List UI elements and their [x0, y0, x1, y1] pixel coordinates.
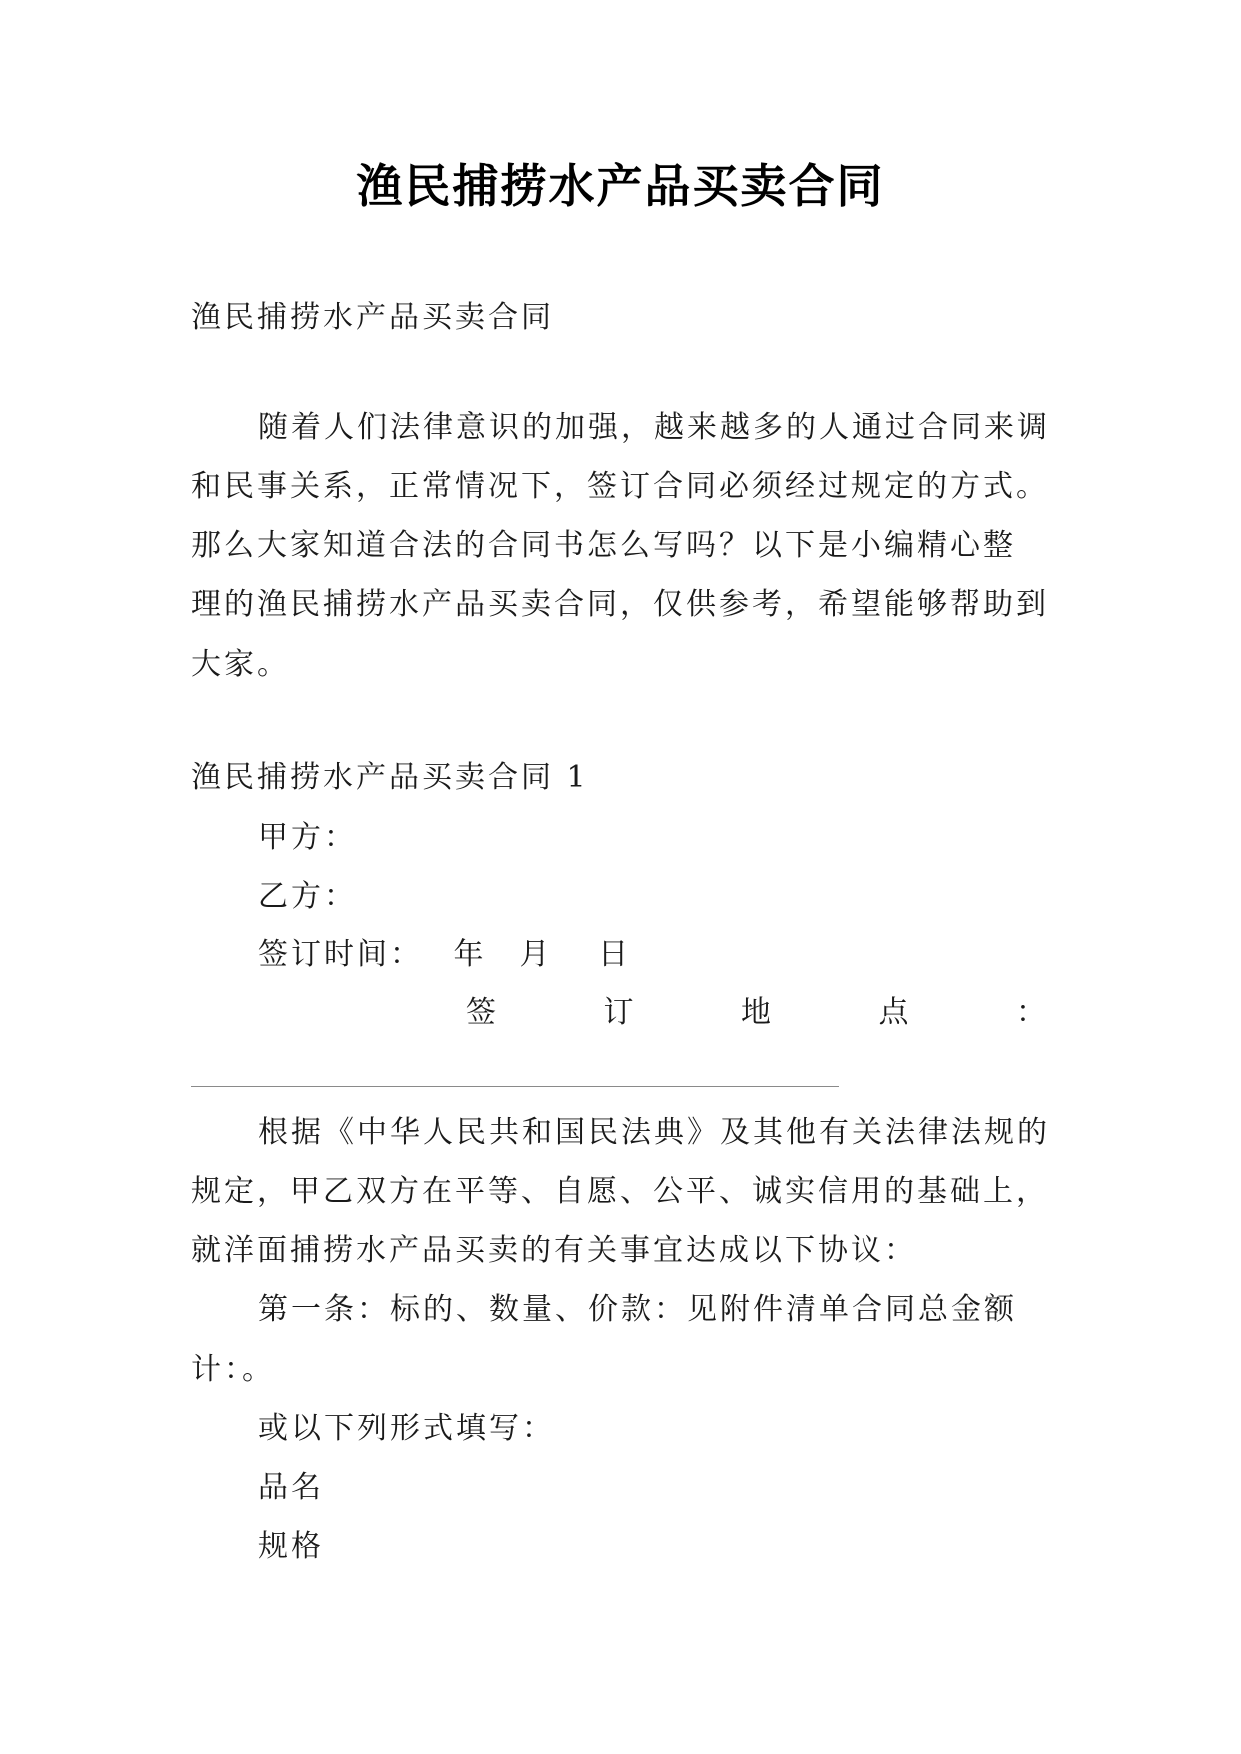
field-name-label: 品名 [258, 1470, 324, 1505]
basis-line: 规定，甲乙双方在平等、自愿、公平、诚实信用的基础上， [191, 1174, 1049, 1209]
sign-place-char: 点 [878, 995, 909, 1030]
intro-line: 大家。 [191, 647, 290, 682]
sign-place-char: 签 [466, 995, 496, 1030]
intro-line: 理的渔民捕捞水产品买卖合同，仅供参考，希望能够帮助到 [191, 587, 1049, 622]
form-intro: 或以下列形式填写： [258, 1411, 555, 1446]
basis-line: 就洋面捕捞水产品买卖的有关事宜达成以下协议： [191, 1233, 917, 1268]
sign-place-char: ： [1016, 995, 1046, 1030]
sign-place-char: 订 [603, 995, 634, 1030]
sign-time-label: 签订时间： 年 月 日 [258, 937, 632, 972]
sign-place-char: 地 [741, 995, 771, 1030]
sign-place-label [466, 993, 1046, 1033]
intro-line: 随着人们法律意识的加强，越来越多的人通过合同来调 [258, 410, 1050, 445]
sign-place-blank-line [191, 1086, 839, 1087]
party-b-label: 乙方： [258, 879, 357, 914]
article-1-line: 第一条：标的、数量、价款：见附件清单合同总金额 [258, 1292, 1017, 1327]
document-title: 渔民捕捞水产品买卖合同 [356, 159, 885, 213]
section-heading: 渔民捕捞水产品买卖合同 1 [191, 760, 589, 795]
article-1-line: 计：。 [191, 1352, 275, 1387]
field-spec-label: 规格 [258, 1529, 324, 1564]
intro-line: 和民事关系，正常情况下，签订合同必须经过规定的方式。 [191, 469, 1049, 504]
subtitle: 渔民捕捞水产品买卖合同 [191, 300, 554, 335]
basis-line: 根据《中华人民共和国民法典》及其他有关法律法规的 [258, 1115, 1050, 1150]
party-a-label: 甲方： [258, 820, 357, 855]
intro-line: 那么大家知道合法的合同书怎么写吗？以下是小编精心整 [191, 528, 1016, 563]
